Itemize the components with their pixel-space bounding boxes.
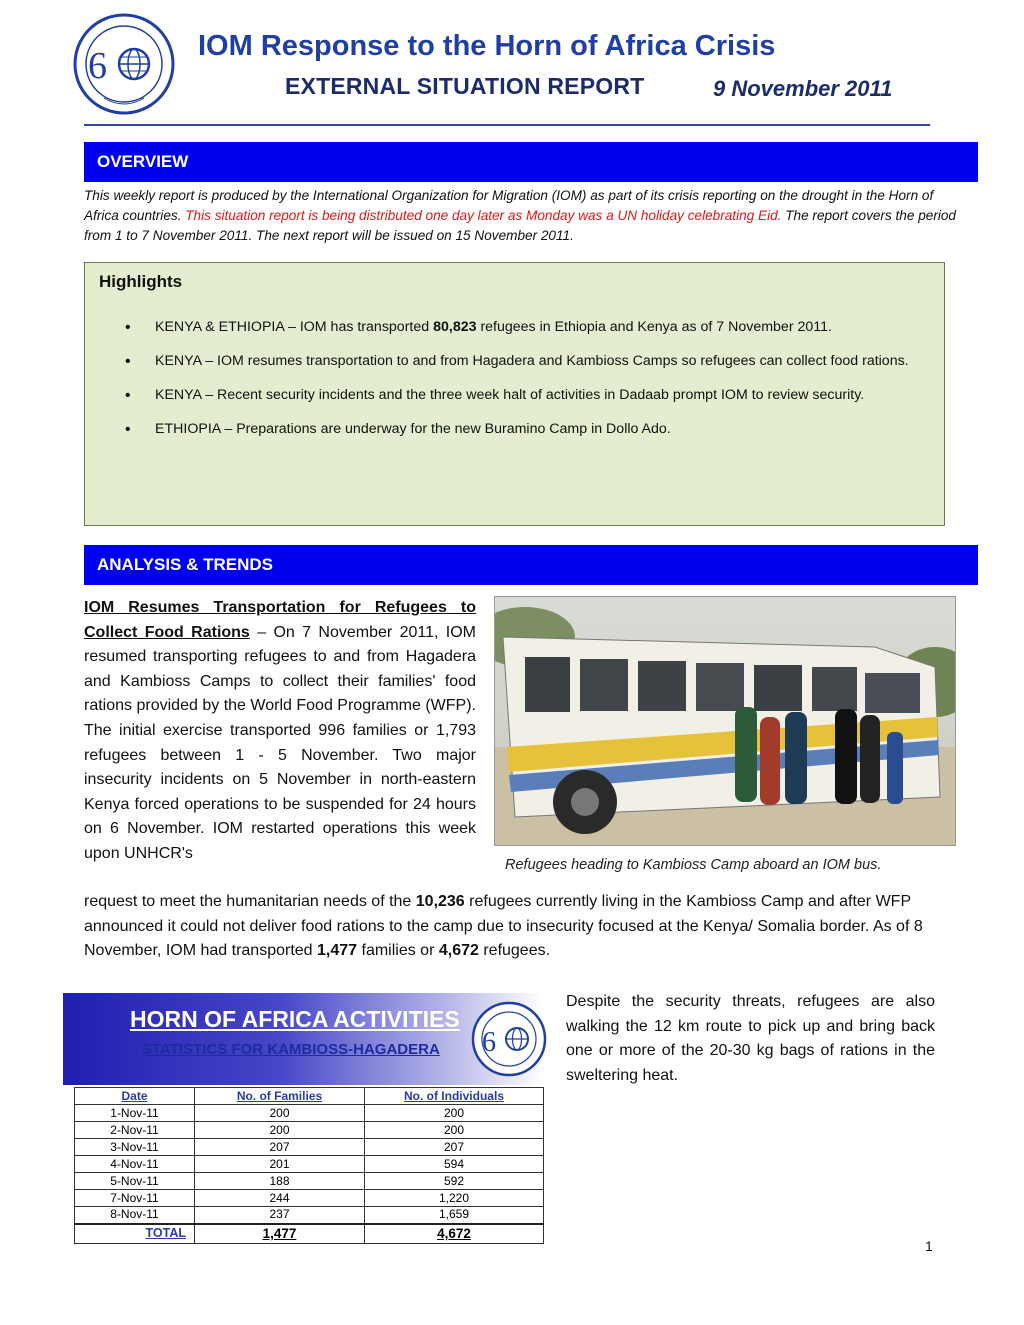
bus-photo bbox=[494, 596, 956, 846]
highlights-heading: Highlights bbox=[99, 272, 183, 291]
cell-individuals: 200 bbox=[365, 1122, 544, 1139]
stats-banner-subtitle: STATISTICS FOR KAMBIOSS-HAGADERA bbox=[142, 1041, 440, 1058]
article-body: – On 7 November 2011, IOM resumed transporting refugees to and from Hagadera and Kambioss Camps to collect their families' food rations provided by the World Food Programme (WFP). The initial exercise transported 996 families or 1,793 refugees between 1 - 5 November. Two major insecurity incidents on 5 November in north-eastern Kenya forced operations to be suspended for 24 hours on 6 November. IOM restarted operations this week upon UNHCR's bbox=[84, 623, 476, 862]
cell-individuals: 200 bbox=[365, 1105, 544, 1122]
highlight-item: • KENYA – IOM resumes transportation to and from Hagadera and Kambioss Camps so refugees can collect food rations. bbox=[125, 350, 933, 373]
total-label: TOTAL bbox=[75, 1224, 195, 1244]
report-date: 9 November 2011 bbox=[713, 76, 893, 101]
overview-heading: OVERVIEW bbox=[84, 142, 978, 182]
cell-date: 3-Nov-11 bbox=[75, 1139, 195, 1156]
cell-families: 200 bbox=[195, 1122, 365, 1139]
col-header-families: No. of Families bbox=[195, 1088, 365, 1105]
cell-individuals: 592 bbox=[365, 1173, 544, 1190]
highlight-item: • KENYA – Recent security incidents and the three week halt of activities in Dadaab prompt IOM to review security. bbox=[125, 384, 933, 407]
iom-60-logo bbox=[72, 12, 176, 116]
highlights-box bbox=[84, 262, 945, 526]
report-title: IOM Response to the Horn of Africa Crisis bbox=[198, 30, 776, 62]
cell-families: 188 bbox=[195, 1173, 365, 1190]
table-row bbox=[75, 1122, 544, 1139]
cell-families: 207 bbox=[195, 1139, 365, 1156]
report-subtitle: EXTERNAL SITUATION REPORT bbox=[285, 73, 645, 99]
overview-text bbox=[84, 186, 964, 246]
table-row bbox=[75, 1190, 544, 1207]
cell-individuals: 594 bbox=[365, 1156, 544, 1173]
cell-individuals: 207 bbox=[365, 1139, 544, 1156]
cell-individuals: 1,659 bbox=[365, 1207, 544, 1224]
highlight-item: • ETHIOPIA – Preparations are underway for the new Buramino Camp in Dollo Ado. bbox=[125, 418, 933, 441]
photo-caption: Refugees heading to Kambioss Camp aboard an IOM bus. bbox=[505, 857, 882, 873]
table-total-row bbox=[75, 1224, 544, 1244]
col-header-individuals: No. of Individuals bbox=[365, 1088, 544, 1105]
cell-families: 237 bbox=[195, 1207, 365, 1224]
header-rule bbox=[84, 124, 930, 126]
table-row bbox=[75, 1105, 544, 1122]
cell-families: 201 bbox=[195, 1156, 365, 1173]
article-headline: IOM Resumes Transportation for Refugees to Collect Food Rations bbox=[84, 599, 476, 641]
cell-date: 4-Nov-11 bbox=[75, 1156, 195, 1173]
col-header-date: Date bbox=[75, 1088, 195, 1105]
stats-banner-title: HORN OF AFRICA ACTIVITIES bbox=[130, 1006, 460, 1032]
cell-date: 2-Nov-11 bbox=[75, 1122, 195, 1139]
table-row bbox=[75, 1139, 544, 1156]
overview-text-1: This weekly report is produced by the International Organization for Migration (IOM) as part of its crisis reporting on the drought in the Horn of Africa countries. bbox=[84, 188, 934, 223]
table-header-row bbox=[75, 1088, 544, 1105]
table-row bbox=[75, 1173, 544, 1190]
overview-text-2: The report covers the period from 1 to 7 November 2011. The next report will be issued on 15 November 2011. bbox=[84, 208, 956, 243]
cell-families: 244 bbox=[195, 1190, 365, 1207]
overview-holiday-note: This situation report is being distributed one day later as Monday was a UN holiday celebrating Eid. bbox=[185, 208, 782, 223]
total-individuals: 4,672 bbox=[365, 1224, 544, 1244]
cell-date: 7-Nov-11 bbox=[75, 1190, 195, 1207]
cell-date: 8-Nov-11 bbox=[75, 1207, 195, 1224]
article-text bbox=[84, 596, 476, 867]
total-families: 1,477 bbox=[195, 1224, 365, 1244]
article-continuation: request to meet the humanitarian needs of the 10,236 refugees currently living in the Kambioss Camp and after WFP announced it could not deliver food rations to the camp due to insecurity focused at the Kenya/ Somalia border. As of 8 November, IOM had transported 1,477 families or 4,672 refugees. bbox=[84, 893, 923, 960]
svg-text:6: 6 bbox=[88, 45, 107, 87]
iom-60-logo-small bbox=[470, 993, 548, 1085]
walking-refugees-text: Despite the security threats, refugees are also walking the 12 km route to pick up and bring back one or more of the 20-30 kg bags of rations in the sweltering heat. bbox=[566, 993, 935, 1084]
svg-text:6: 6 bbox=[482, 1027, 496, 1058]
highlight-item: • KENYA & ETHIOPIA – IOM has transported 80,823 refugees in Ethiopia and Kenya as of 7 November 2011. bbox=[125, 316, 933, 339]
table-row bbox=[75, 1207, 544, 1224]
analysis-heading: ANALYSIS & TRENDS bbox=[84, 545, 978, 585]
page-number: 1 bbox=[925, 1238, 933, 1254]
cell-date: 1-Nov-11 bbox=[75, 1105, 195, 1122]
kambioss-stats-table bbox=[74, 1087, 544, 1244]
cell-date: 5-Nov-11 bbox=[75, 1173, 195, 1190]
highlights-list bbox=[125, 316, 933, 452]
cell-families: 200 bbox=[195, 1105, 365, 1122]
cell-individuals: 1,220 bbox=[365, 1190, 544, 1207]
table-row bbox=[75, 1156, 544, 1173]
